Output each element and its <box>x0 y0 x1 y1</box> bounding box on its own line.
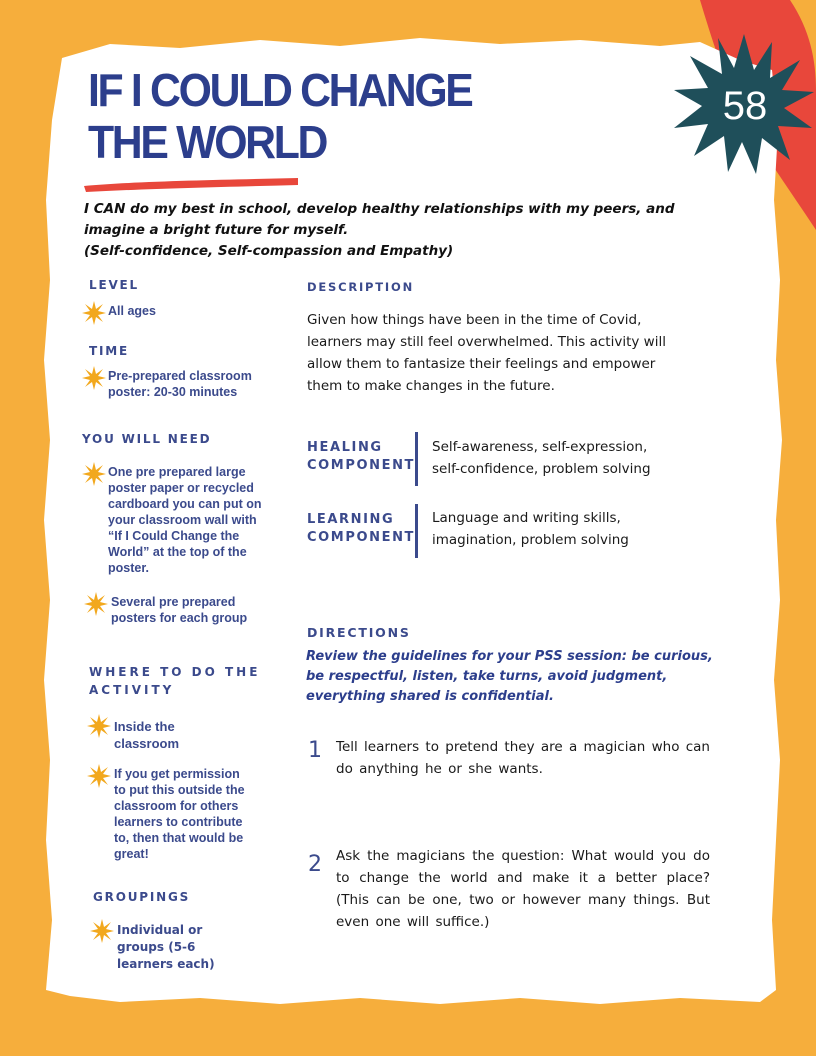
page-number: 58 <box>722 84 768 128</box>
step-text: Ask the magicians the question: What would you do to change the world and make it a better place? (This can be one, two or however many things. But even one will suffice.) <box>336 848 710 930</box>
level-heading: LEVEL <box>89 278 139 292</box>
where-item-2: If you get permission to put this outside the classroom for others learners to contribute to, then that would be great! <box>114 767 245 861</box>
learning-component-text: Language and writing skills, imagination, problem solving <box>432 510 629 548</box>
title-line-2: THE WORLD <box>88 116 327 168</box>
groupings-value: Individual or groups (5-6 learners each) <box>117 923 215 971</box>
materials-item-2: Several pre prepared posters for each group <box>111 595 248 625</box>
groupings-heading: GROUPINGS <box>93 890 191 904</box>
you-will-need-heading: YOU WILL NEED <box>82 432 212 446</box>
healing-component-text: Self-awareness, self-expression, self-confidence, problem solving <box>432 439 651 477</box>
where-heading: WHERE TO DO THE ACTIVITY <box>89 665 261 697</box>
where-item-1: Inside the classroom <box>114 719 180 751</box>
step-text: Tell learners to pretend they are a magician who can do anything he or she wants. <box>336 739 710 777</box>
learning-component-label: LEARNING COMPONENT <box>307 512 416 545</box>
sunburst-bullet-icon <box>87 764 111 788</box>
description-text: Given how things have been in the time of Covid, learners may still feel overwhelmed. This activity will allow them to fantasize their feelings and empower them to make changes in the future. <box>307 312 666 394</box>
time-value: Pre-prepared classroom poster: 20-30 minutes <box>108 369 252 399</box>
sunburst-bullet-icon <box>82 366 106 390</box>
materials-item-1: One pre prepared large poster paper or recycled cardboard you can put on your classroom wall with “If I Could Change the World” at the top of the poster. <box>108 465 262 575</box>
title-line-1: IF I COULD CHANGE <box>88 64 472 116</box>
healing-divider <box>415 432 418 486</box>
sunburst-bullet-icon <box>90 919 114 943</box>
step-number: 1 <box>308 738 322 763</box>
description-heading: DESCRIPTION <box>307 280 415 294</box>
healing-component-label: HEALING COMPONENT <box>307 440 416 473</box>
step-number: 2 <box>308 852 322 877</box>
directions-heading: DIRECTIONS <box>307 625 411 640</box>
learning-divider <box>415 504 418 558</box>
directions-intro: Review the guidelines for your PSS session: be curious, be respectful, listen, take turns, avoid judgment, everything shared is confidential. <box>306 649 713 704</box>
level-value: All ages <box>108 304 156 318</box>
sunburst-bullet-icon <box>84 592 108 616</box>
i-can-statement: I CAN do my best in school, develop healthy relationships with my peers, and imagine a bright future for myself. (Self-confidence, Self-compassion and Empathy) <box>84 201 675 259</box>
time-heading: TIME <box>89 344 129 358</box>
sunburst-bullet-icon <box>82 462 106 486</box>
sunburst-bullet-icon <box>82 301 106 325</box>
sunburst-bullet-icon <box>87 714 111 738</box>
